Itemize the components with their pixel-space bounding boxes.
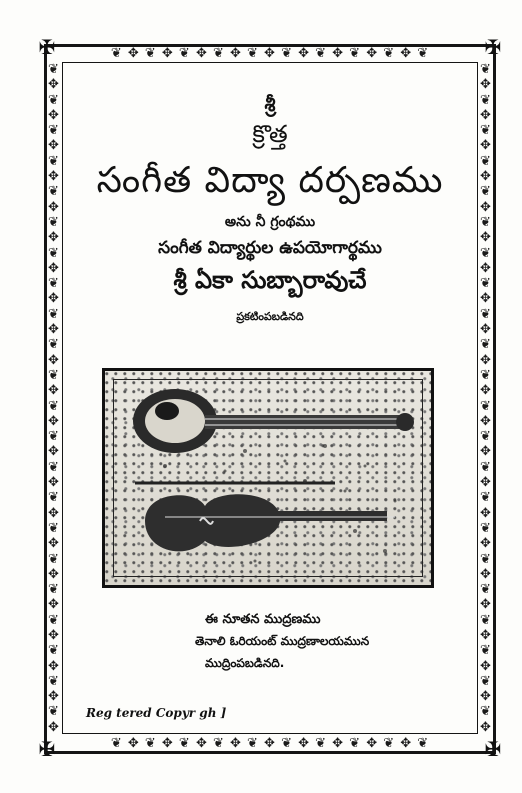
bottom-ornament-band: ❦ ✥ ❦ ✥ ❦ ✥ ❦ ✥ ❦ ✥ ❦ ✥ ❦ ✥ ❦ ✥ ❦ ✥ ❦ — [110, 736, 430, 751]
right-ornament-band: ❦✥❦✥❦✥❦✥❦✥❦✥❦✥❦✥❦✥❦✥❦✥❦✥❦✥❦✥❦✥❦✥❦✥❦✥❦✥❦✥❦✥❦✥ — [480, 62, 492, 735]
instruments-illustration — [102, 368, 434, 588]
veena-neck — [205, 415, 405, 429]
left-ornament-band: ❦✥❦✥❦✥❦✥❦✥❦✥❦✥❦✥❦✥❦✥❦✥❦✥❦✥❦✥❦✥❦✥❦✥❦✥❦✥❦✥❦✥❦✥ — [48, 62, 60, 735]
corner-ornament-bottom-left: ✠ — [38, 737, 56, 761]
book-title: సంగీత విద్యా దర్పణము — [96, 160, 444, 201]
veena-and-violin-drawing — [105, 371, 431, 585]
corner-ornament-top-right: ✠ — [484, 35, 502, 59]
imprint-line-1: ఈ నూతన ముద్రణము — [205, 612, 321, 627]
top-ornament-band: ❦ ✥ ❦ ✥ ❦ ✥ ❦ ✥ ❦ ✥ ❦ ✥ ❦ ✥ ❦ ✥ ❦ ✥ ❦ — [110, 46, 430, 61]
corner-ornament-bottom-right: ✠ — [484, 737, 502, 761]
purpose-line: సంగీత విద్యార్థుల ఉపయోగార్థము — [158, 238, 382, 258]
invocation: శ్రీ — [264, 92, 276, 116]
edition-label: క్రొత్త — [252, 120, 288, 148]
corner-ornament-top-left: ✠ — [38, 35, 56, 59]
publication-note: ప్రకటింపబడినది — [236, 310, 304, 323]
author-line: శ్రీ ఏకా సుబ్బారావుచే — [173, 266, 367, 294]
imprint-line-2: తెనాలి ఓరియంట్ ముద్రణాలయమున — [195, 634, 370, 648]
copyright-notice: Reg tered Copyr gh ] — [86, 706, 227, 720]
violin-neck — [277, 511, 387, 521]
book-subtitle: అను నీ గ్రంథము — [224, 214, 316, 230]
imprint-line-3: ముద్రింపబడినది. — [205, 656, 285, 670]
